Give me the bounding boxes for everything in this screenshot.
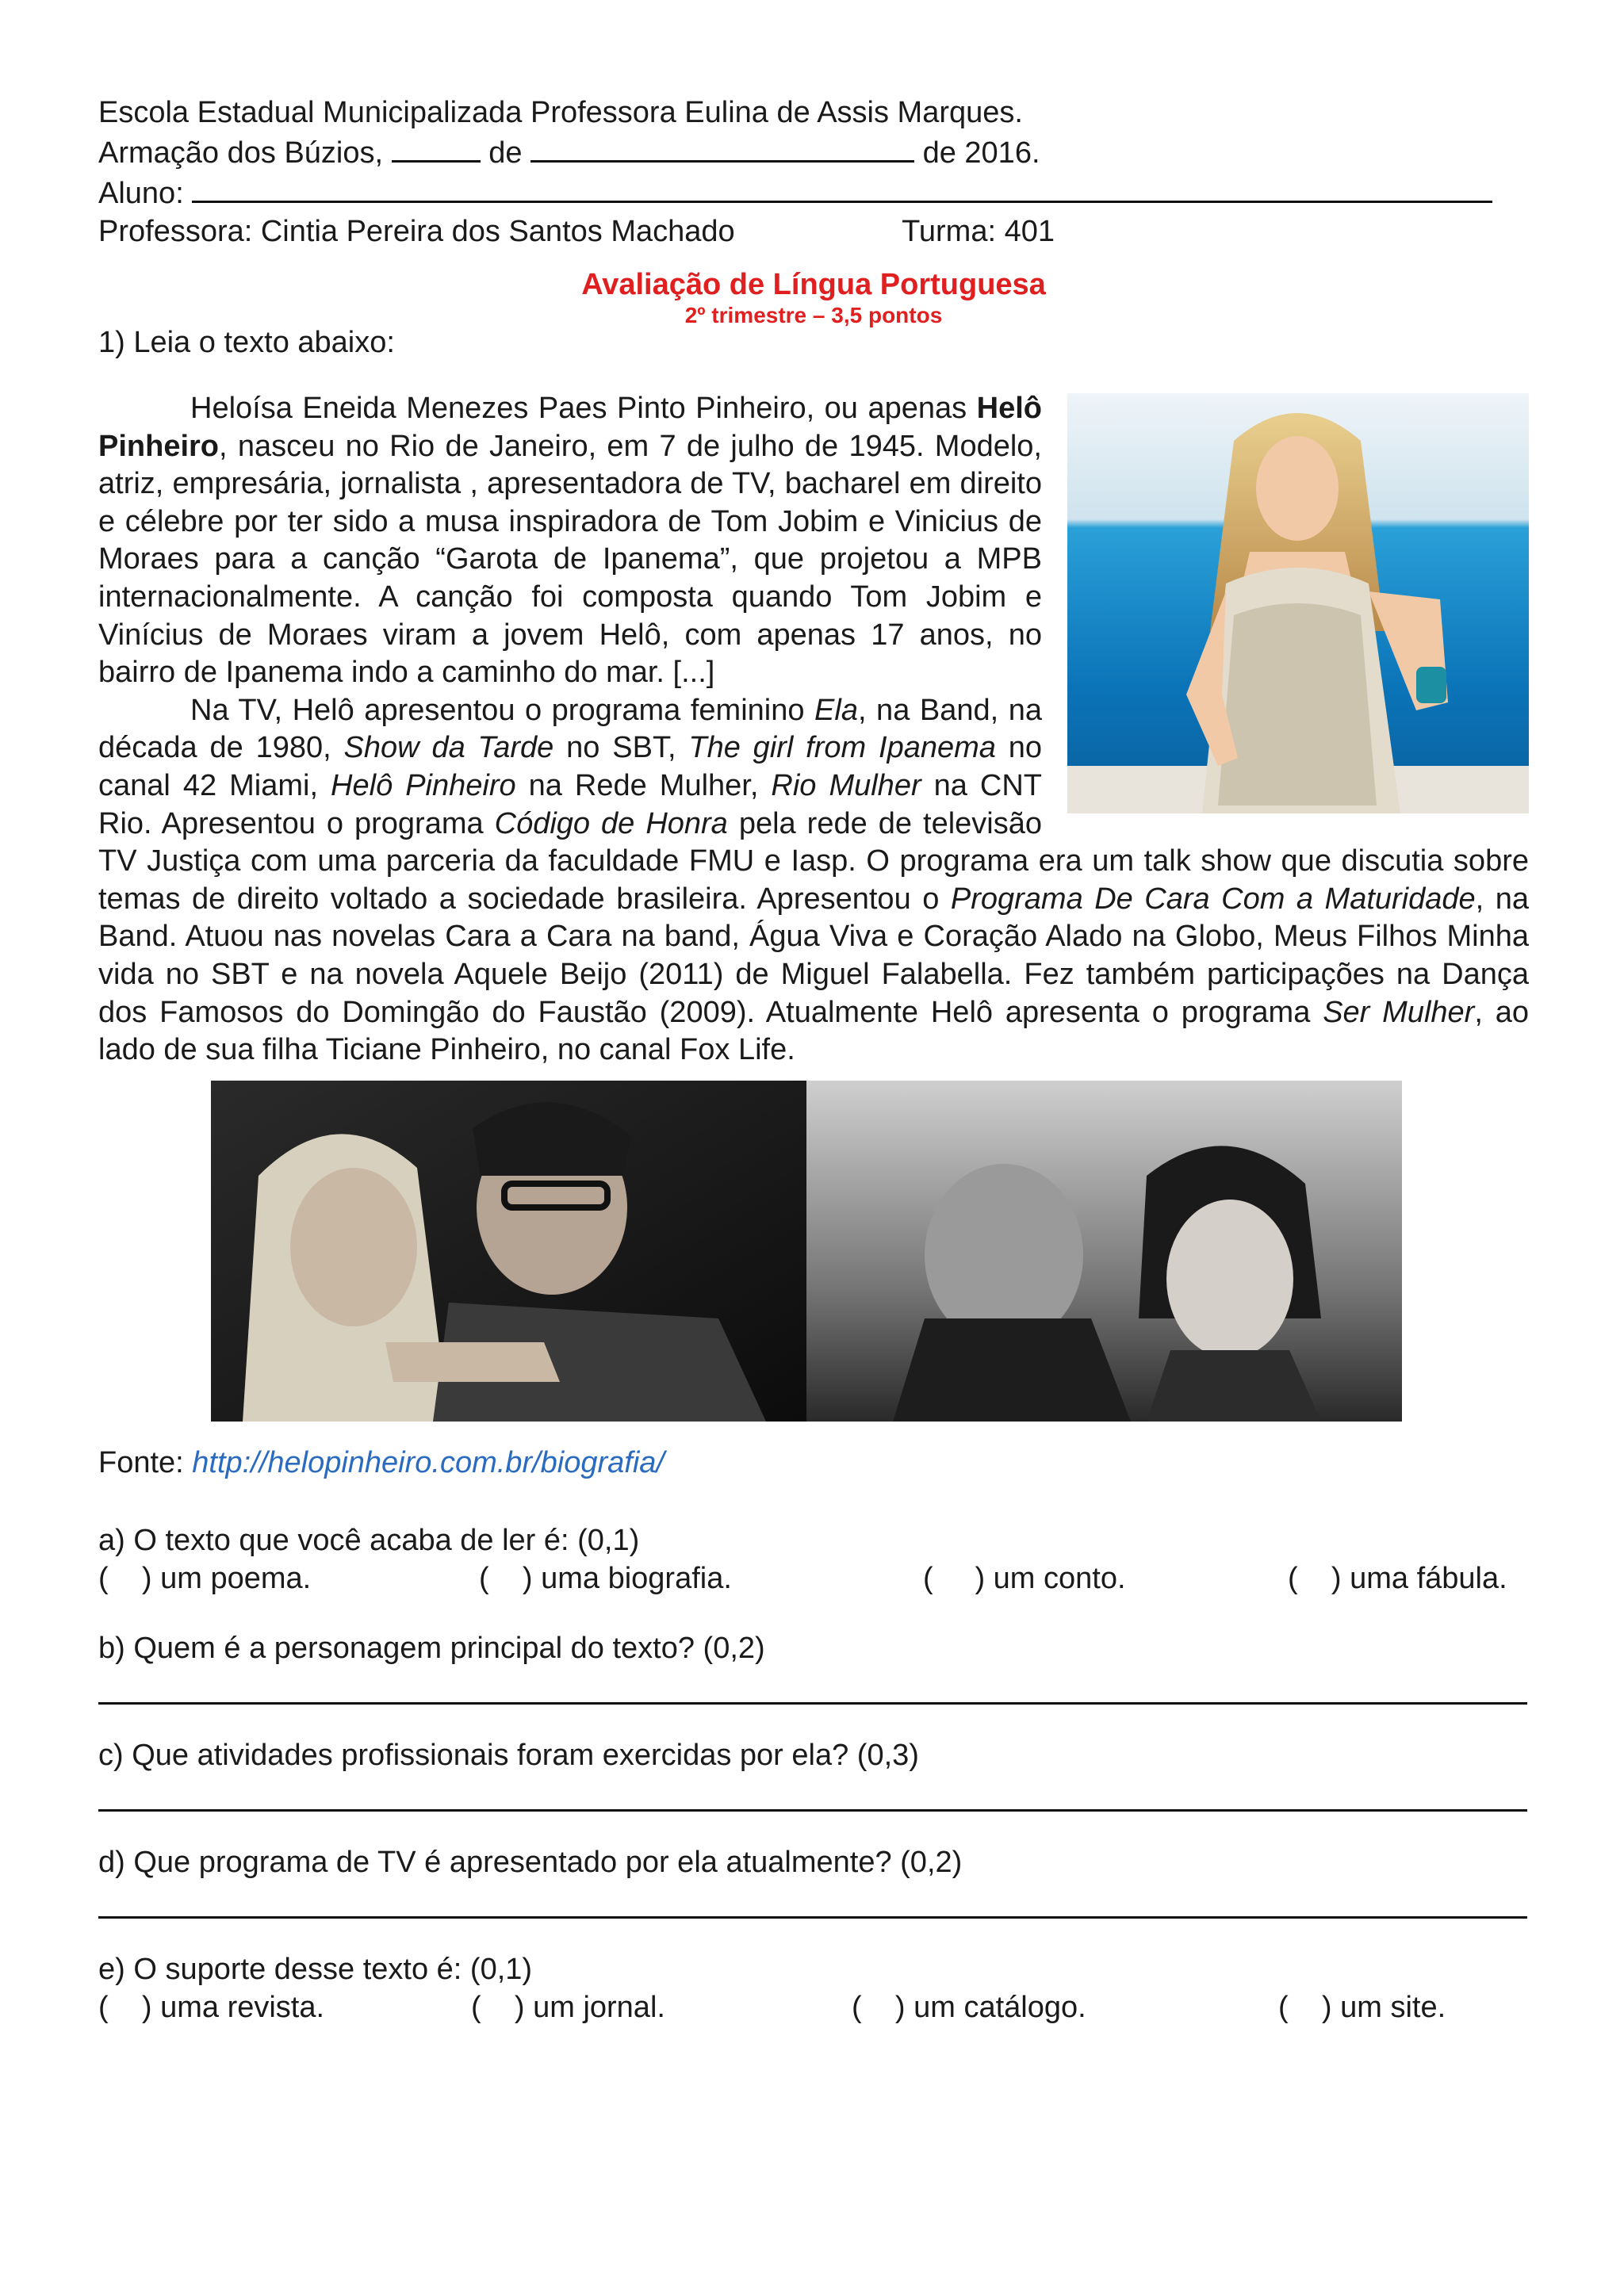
student-line [98,172,1529,212]
p2-decara: Programa De Cara Com a Maturidade [950,882,1476,916]
question-c-text: c) Que atividades profissionais foram exercidas por ela? (0,3) [98,1738,919,1772]
black-white-photos [211,1081,1402,1422]
p2-ela: Ela [814,693,858,727]
p2-seg-7: pela rede de televisão TV Justiça com uma parceria da faculdade FMU e Iasp. O programa era um talk show que discutia sobre temas de direito voltado a sociedade brasileira. Apresentou o [98,806,1529,916]
question-c [98,1736,1529,1812]
city-label: Armação dos Búzios, [98,136,384,170]
p2-show: Show da Tarde [343,731,554,765]
answer-line-b[interactable] [98,1702,1527,1705]
question-d-text: d) Que programa de TV é apresentado por ela atualmente? (0,2) [98,1845,963,1879]
p2-seg-6: na CNT Rio. Apresentou o programa [98,768,1042,840]
p2-seg-2: , na Band, na década de 1980, [98,693,1042,765]
teacher-line [98,212,1529,251]
question-e-text: e) O suporte desse texto é: (0,1) [98,1952,533,1986]
source-label: Fonte: [98,1445,184,1479]
teacher-name: Professora: Cintia Pereira dos Santos Machado [98,215,735,248]
source-line [98,1444,1529,1482]
option-fabula[interactable]: ( ) uma fábula. [1288,1561,1507,1595]
assessment-title: Avaliação de Língua Portuguesa [581,268,1046,301]
option-biografia[interactable]: ( ) uma biografia. [479,1561,732,1595]
p2-seg-5: na Rede Mulher, [515,768,772,802]
year-label: de 2016. [922,136,1040,170]
school-name: Escola Estadual Municipalizada Professora Eulina de Assis Marques. [98,96,1023,129]
question-a-options [98,1559,1529,1598]
helo-portrait-photo [1067,393,1529,813]
option-jornal[interactable]: ( ) um jornal. [471,1990,665,2024]
p2-codigo: Código de Honra [494,806,728,840]
student-name-blank[interactable] [192,172,1492,203]
p2-seg-4: no canal 42 Miami, [98,731,1043,802]
month-blank[interactable] [530,132,914,163]
question-1-intro: 1) Leia o texto abaixo: [98,326,395,359]
option-revista[interactable]: ( ) uma revista. [98,1990,325,2024]
p2-seg-9: , ao lado de sua filha Ticiane Pinheiro, no canal Fox Life. [98,995,1529,1067]
p1-start: Heloísa Eneida Menezes Paes Pinto Pinheiro, ou apenas [190,392,977,425]
biography-text [98,390,1529,1070]
aluno-label: Aluno: [98,177,184,210]
p1-bold-name: Helô Pinheiro [98,392,1042,463]
p2-ser: Ser Mulher [1323,995,1475,1029]
class-label: Turma: 401 [902,215,1055,248]
answer-line-c[interactable] [98,1809,1527,1812]
p2-rio: Rio Mulher [771,768,921,802]
p2-seg-1: Na TV, Helô apresentou o programa feminino [190,693,815,727]
p2-seg-3: no SBT, [553,731,689,765]
p2-seg-8: , na Band. Atuou nas novelas Cara a Cara na band, Água Viva e Coração Alado na Globo, Meus Filhos Minha vida no SBT e na novela Aquele Beijo (2011) de Miguel Falabella. Fez também participações na Dança dos Famosos do Domingão do Faustão (2009). Atualmente Helô apresenta o programa [98,882,1529,1029]
option-catalogo[interactable]: ( ) um catálogo. [852,1990,1086,2024]
de-label: de [488,136,523,170]
option-poema[interactable]: ( ) um poema. [98,1561,312,1595]
p2-helo: Helô Pinheiro [331,768,516,802]
question-b-text: b) Quem é a personagem principal do texto? (0,2) [98,1631,765,1665]
assessment-subtitle: 2º trimestre – 3,5 pontos [684,303,943,327]
question-a-text: a) O texto que você acaba de ler é: (0,1) [98,1523,640,1557]
p2-girl: The girl from Ipanema [688,731,996,765]
exam-page [98,94,1529,2026]
question-a [98,1521,1529,1598]
source-link[interactable]: http://helopinheiro.com.br/biografia/ [192,1445,665,1479]
question-e [98,1950,1529,2026]
answer-line-d[interactable] [98,1916,1527,1919]
date-line [98,132,1529,172]
question-b [98,1629,1529,1705]
question-e-options [98,1988,1529,2026]
question-d [98,1843,1529,1919]
option-site[interactable]: ( ) um site. [1278,1990,1446,2024]
p1-rest: , nasceu no Rio de Janeiro, em 7 de julho de 1945. Modelo, atriz, empresária, jornalista , apresentadora de TV, bacharel em direito e célebre por ter sido a musa inspiradora de Tom Jobim e Vinicius de Moraes para a canção “Garota de Ipanema”, que projetou a MPB internacionalmente. A canção foi composta quando Tom Jobim e Vinícius de Moraes viram a jovem Helô, com apenas 17 anos, no bairro de Ipanema indo a caminho do mar. [...] [98,429,1042,690]
day-blank[interactable] [392,132,481,163]
option-conto[interactable]: ( ) um conto. [923,1561,1126,1595]
